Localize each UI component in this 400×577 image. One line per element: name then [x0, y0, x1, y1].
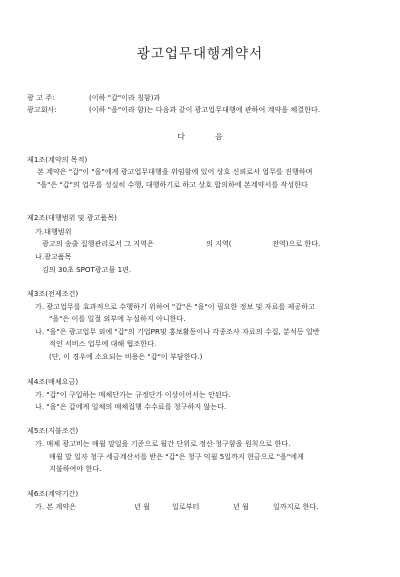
- article-2-item-a-mid: 의 지역(: [206, 239, 232, 248]
- article-1-title: 제1조(계약의 목적): [27, 155, 88, 164]
- article-3-title: 제3조(전제조건): [27, 289, 79, 298]
- article-5-line-3: 지불하여야 한다.: [49, 464, 102, 473]
- article-6-until: 일까지로 한다.: [273, 502, 319, 511]
- article-3-line-4: 적인 서비스 업무에 대해 협조한다.: [49, 339, 157, 348]
- document-title: 광고업무대행계약서: [136, 46, 264, 62]
- article-4-line-1: 가. "갑"이 구입하는 매체단가는 규정단가 이상이어서는 안된다.: [35, 390, 231, 399]
- article-6-line-1: 가. 본 계약은: [35, 502, 77, 511]
- article-5-line-2: 매월 말 일자 청구 세금계산서를 받은 "갑"은 청구 익월 5일까지 현금으로 "을"에게: [49, 452, 304, 461]
- owner-text: (이하 "갑"이라 칭함)과: [89, 93, 161, 102]
- center-heading: 다 음: [177, 132, 237, 141]
- article-6-date-end: 년 월: [233, 502, 249, 511]
- article-5-title: 제5조(지불조건): [27, 426, 79, 435]
- article-2-title: 제2조(대행범위 및 광고품목): [27, 213, 117, 222]
- article-2-item-a-text: 광고의 송출 집행관리로서 그 지역은: [42, 239, 154, 248]
- article-2-item-a-end: 전역)으로 한다.: [272, 239, 321, 248]
- article-6-date-start: 년 월: [134, 502, 150, 511]
- article-3-line-1: 가. 광고업무를 효과적으로 수행하기 위하여 "갑"은 "을"이 필요한 정보 및 자료를 제공하고: [35, 302, 315, 311]
- article-4-line-2: 나. "을"은 갑에게 일체의 매체집행 수수료를 청구하지 않는다.: [35, 402, 227, 411]
- article-5-line-1: 가. 매체 광고비는 매월 말일을 기준으로 월간 단위로 정산·청구함을 원칙으로 한다.: [35, 439, 291, 448]
- article-3-line-3: 나. "을"은 광고업무 외에 "갑"의 기업PR및 홍보활동이나 각종조사 자료의 수집, 분석등 일반: [35, 327, 320, 336]
- article-2-item-b-text: 김의 30초 SPOT광고물 1편.: [42, 265, 132, 274]
- agency-label: 광고회사:: [27, 105, 57, 114]
- article-6-from: 일로부터: [172, 502, 200, 511]
- article-3-line-5: (단, 이 경우에 소요되는 비용은 "갑"이 부담한다.): [49, 352, 203, 361]
- owner-label: 광 고 주:: [27, 93, 55, 102]
- article-6-title: 제6조(계약기간): [27, 489, 79, 498]
- agency-text: (이하 "을"이라 함)는 다음과 같이 광고업무대행에 관하여 계약을 체결한다.: [89, 105, 321, 114]
- article-4-title: 제4조(매체요금): [27, 377, 79, 386]
- article-3-line-2: "을"은 이를 일절 외부에 누설하지 아니한다.: [49, 314, 186, 323]
- article-1-line-1: 본 계약은 "갑"이 "을"에게 광고업무대행을 위임함에 있어 상호 신뢰로서 업무를 진행하며: [37, 167, 313, 176]
- article-2-item-a: 가.대행범위: [35, 227, 72, 236]
- article-2-item-b: 나.광고품목: [35, 252, 72, 261]
- article-1-line-2: "을"은 "갑"의 업무를 성실히 수행, 대행하기로 하고 상호 합의하에 본계약서를 작성한다: [37, 180, 308, 189]
